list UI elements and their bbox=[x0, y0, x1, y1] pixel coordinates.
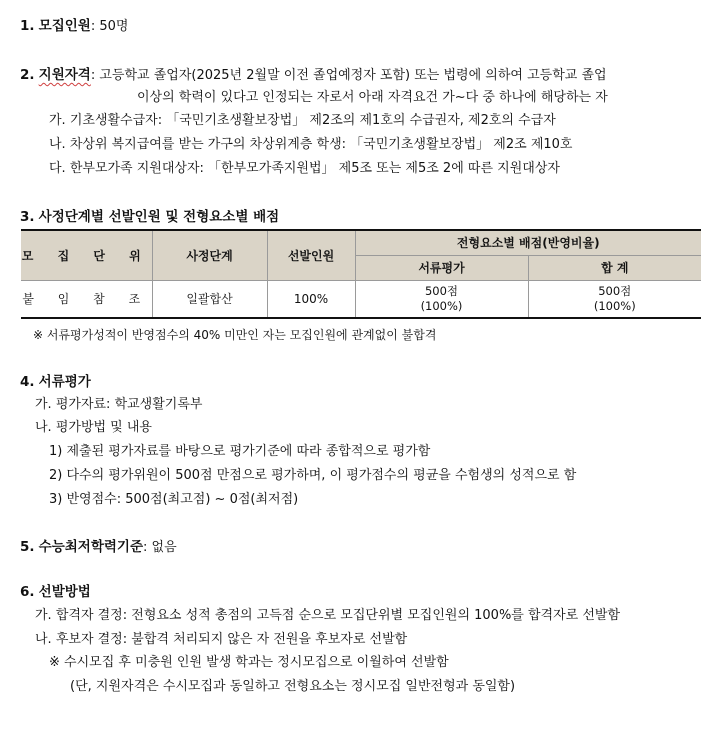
section-3-title: 사정단계별 선발인원 및 전형요소별 배점 bbox=[38, 209, 280, 225]
cell-doc-score: 500점 bbox=[424, 283, 459, 298]
section-4-sub-2: 2) 다수의 평가위원이 500점 만점으로 평가하며, 이 평가점수의 평균을 수험생의 성적으로 함 bbox=[49, 468, 577, 483]
section-2-title: 지원자격 bbox=[38, 67, 91, 83]
section-2-item-b: 나. 차상위 복지급여를 받는 가구의 차상위계층 학생: 「국민기초생활보장법」 제2조 제10호 bbox=[49, 137, 573, 152]
section-5-title: 수능최저학력기준 bbox=[38, 539, 143, 555]
section-6-item-a: 가. 합격자 결정: 전형요소 성적 총점의 고득점 순으로 모집단위별 모집인원의 100%를 합격자로 선발함 bbox=[35, 608, 621, 623]
section-1-number: 1. bbox=[20, 18, 35, 34]
section-6-note-1: ※ 수시모집 후 미충원 인원 발생 학과는 정시모집으로 이월하여 선발함 bbox=[49, 655, 449, 670]
section-4-item-a: 가. 평가자료: 학교생활기록부 bbox=[35, 397, 203, 412]
section-4-title: 서류평가 bbox=[38, 374, 91, 390]
section-3-number: 3. bbox=[20, 209, 35, 225]
section-2-line2: 이상의 학력이 있다고 인정되는 자로서 아래 자격요건 가~다 중 하나에 해당하는 자 bbox=[137, 90, 608, 105]
cell-total-score: 500점 bbox=[598, 283, 632, 298]
header-total: 합 계 bbox=[528, 255, 701, 280]
section-3-heading bbox=[20, 205, 279, 225]
section-5-number: 5. bbox=[20, 539, 35, 555]
section-6-title: 선발방법 bbox=[38, 584, 91, 600]
section-1-value: : 50명 bbox=[90, 19, 129, 34]
cell-doc-ratio: (100%) bbox=[420, 298, 463, 313]
cell-doc bbox=[355, 280, 528, 318]
section-2-number: 2. bbox=[20, 67, 35, 83]
section-1-title: 모집인원 bbox=[38, 18, 91, 34]
section-1-heading bbox=[20, 14, 128, 34]
cell-total-ratio: (100%) bbox=[593, 298, 636, 313]
header-doc: 서류평가 bbox=[355, 255, 528, 280]
header-unit: 모 집 단 위 bbox=[21, 230, 152, 280]
section-2-line1: : 고등학교 졸업자(2025년 2월말 이전 졸업예정자 포함) 또는 법령에 의하여 고등학교 졸업 bbox=[90, 68, 607, 83]
cell-total bbox=[528, 280, 701, 318]
score-table bbox=[21, 229, 701, 319]
header-count: 선발인원 bbox=[267, 230, 355, 280]
section-2-item-a: 가. 기초생활수급자: 「국민기초생활보장법」 제2조의 제1호의 수급권자, 제2호의 수급자 bbox=[49, 113, 556, 128]
section-2-heading bbox=[20, 63, 607, 83]
section-2-item-c: 다. 한부모가족 지원대상자: 「한부모가족지원법」 제5조 또는 제5조 2에 따른 지원대상자 bbox=[49, 161, 560, 176]
section-6-item-b: 나. 후보자 결정: 불합격 처리되지 않은 자 전원을 후보자로 선발함 bbox=[35, 632, 408, 647]
section-5-heading bbox=[20, 535, 177, 555]
cell-stage: 일괄합산 bbox=[152, 280, 267, 318]
header-stage: 사정단계 bbox=[152, 230, 267, 280]
cell-count: 100% bbox=[267, 280, 355, 318]
section-3-note: ※ 서류평가성적이 반영점수의 40% 미만인 자는 모집인원에 관계없이 불합격 bbox=[33, 328, 437, 342]
section-6-number: 6. bbox=[20, 584, 35, 600]
section-4-number: 4. bbox=[20, 374, 35, 390]
header-group: 전형요소별 배점(반영비율) bbox=[355, 230, 701, 255]
section-5-value: : 없음 bbox=[143, 540, 177, 555]
section-6-note-2: (단, 지원자격은 수시모집과 동일하고 전형요소는 정시모집 일반전형과 동일함) bbox=[70, 679, 516, 694]
section-6-heading bbox=[20, 580, 91, 600]
section-4-item-b: 나. 평가방법 및 내용 bbox=[35, 420, 152, 435]
cell-unit: 붙 임 참 조 bbox=[21, 280, 152, 318]
table-row bbox=[21, 280, 701, 318]
section-4-sub-3: 3) 반영점수: 500점(최고점) ~ 0점(최저점) bbox=[49, 492, 299, 507]
section-4-heading bbox=[20, 370, 91, 390]
section-4-sub-1: 1) 제출된 평가자료를 바탕으로 평가기준에 따라 종합적으로 평가함 bbox=[49, 444, 431, 459]
